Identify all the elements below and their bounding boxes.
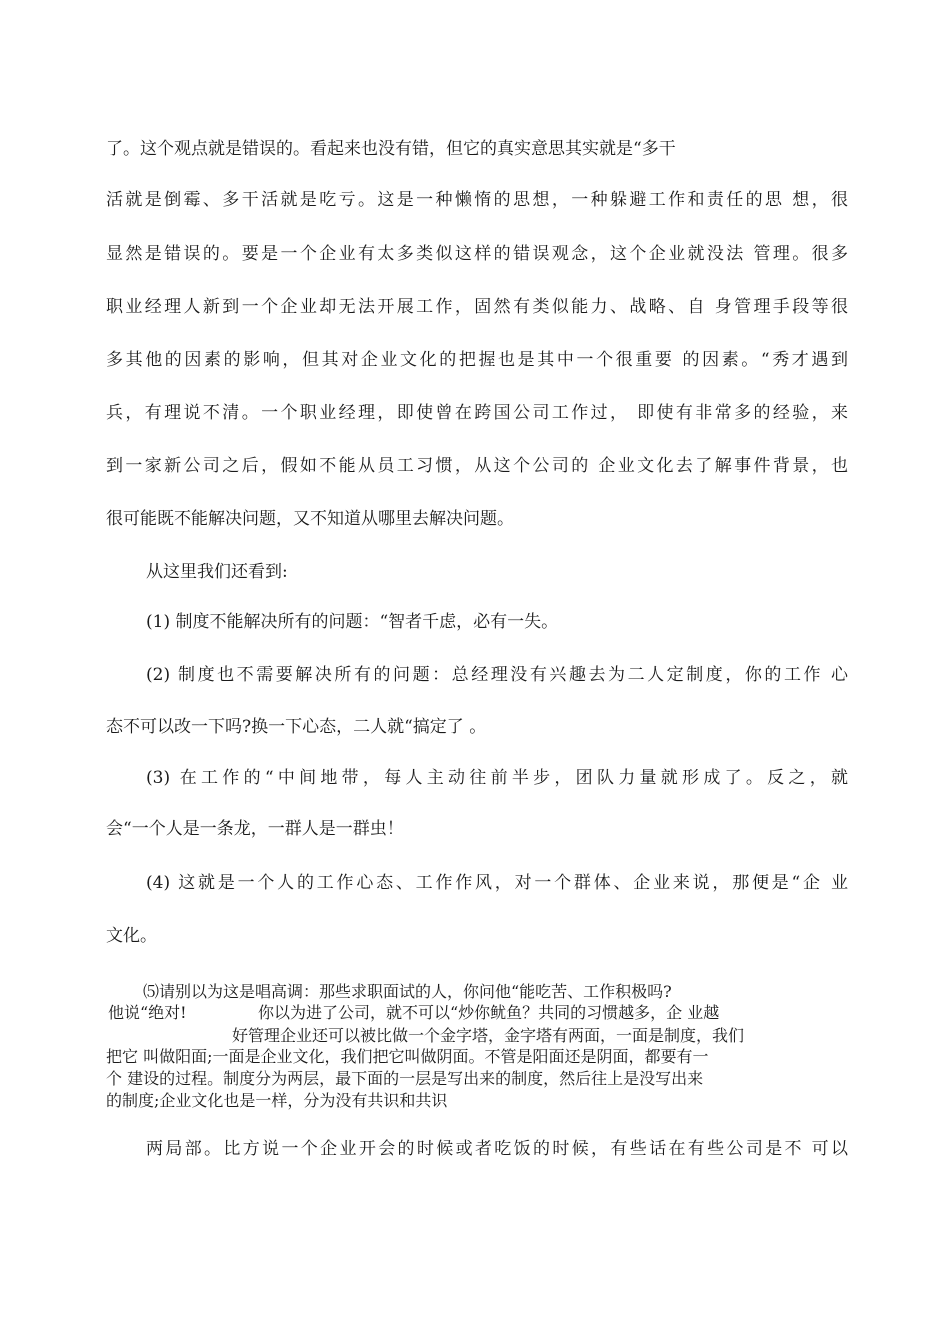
text-line: 职业经理人新到一个企业却无法开展工作，固然有类似能力、战略、自 身管理手段等很 — [106, 297, 848, 317]
text-line: 活就是倒霉、多干活就是吃亏。这是一种懒惰的思想，一种躲避工作和责任的思 想，很 — [106, 190, 848, 210]
text-line: 会“一个人是一条龙，一群人是一群虫！ — [106, 819, 404, 839]
text-line: 文化。 — [106, 926, 157, 946]
text-line: 你以为进了公司，就不可以“炒你鱿鱼？共同的习惯越多，企 业越 — [258, 1003, 720, 1022]
text-line: 了。这个观点就是错误的。看起来也没有错，但它的真实意思其实就是“多干 — [106, 139, 676, 159]
text-line: 很可能既不能解决问题，又不知道从哪里去解决问题。 — [106, 509, 514, 529]
intro-line: 从这里我们还看到: — [146, 562, 288, 582]
text-line: 他说“绝对! — [108, 1003, 187, 1022]
text-line: 个 建设的过程。制度分为两层，最下面的一层是写出来的制度，然后往上是没写出来 — [106, 1069, 704, 1088]
text-line: 多其他的因素的影响，但其对企业文化的把握也是其中一个很重要 的因素。“秀才遇到 — [106, 350, 848, 370]
text-line: (2) 制度也不需要解决所有的问题：总经理没有兴趣去为二人定制度，你的工作 心 — [146, 665, 848, 685]
text-line: 把它 叫做阳面;一面是企业文化，我们把它叫做阴面。不管是阳面还是阴面，都要有一 — [106, 1047, 709, 1066]
text-line: 到一家新公司之后，假如不能从员工习惯，从这个公司的 企业文化去了解事件背景，也 — [106, 456, 848, 476]
text-line: 的制度;企业文化也是一样，分为没有共识和共识 — [106, 1091, 448, 1110]
list-item-1: (1) 制度不能解决所有的问题：“智者千虑，必有一失。 — [146, 612, 559, 632]
text-line: 兵，有理说不清。一个职业经理，即使曾在跨国公司工作过， 即使有非常多的经验，来 — [106, 403, 848, 423]
text-line: (4) 这就是一个人的工作心态、工作作风，对一个群体、企业来说，那便是“企 业 — [146, 873, 848, 893]
text-line: 态不可以改一下吗?换一下心态，二人就“搞定了 。 — [106, 717, 487, 737]
text-line: (3) 在工作的“中间地带，每人主动往前半步，团队力量就形成了。反之，就 — [146, 768, 848, 788]
text-line: ⑸请别以为这是唱高调：那些求职面试的人，你问他“能吃苦、工作积极吗? — [143, 982, 672, 1001]
last-line: 两局部。比方说一个企业开会的时候或者吃饭的时候，有些话在有些公司是不 可以 — [146, 1139, 848, 1159]
text-line: 显然是错误的。要是一个企业有太多类似这样的错误观念，这个企业就没法 管理。很多 — [106, 244, 848, 264]
text-line: 好管理企业还可以被比做一个金字塔，金字塔有两面，一面是制度，我们 — [232, 1026, 745, 1045]
